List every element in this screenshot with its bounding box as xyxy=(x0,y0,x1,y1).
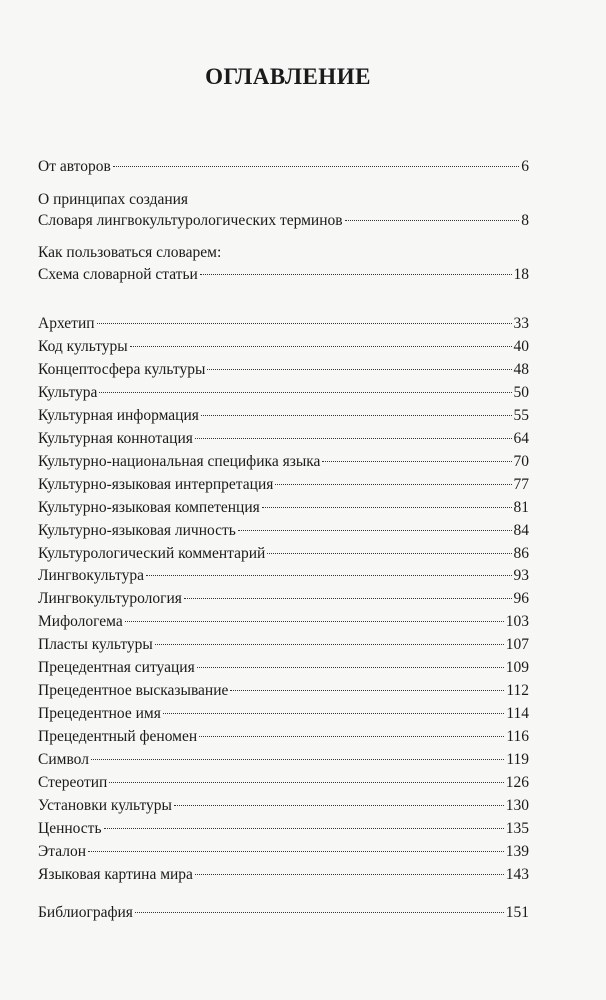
toc-entry[interactable] xyxy=(38,565,529,587)
dot-leader xyxy=(262,506,512,508)
toc-entry-label: Концептосфера культуры xyxy=(38,360,206,378)
toc-entry[interactable] xyxy=(38,497,529,519)
dot-leader xyxy=(109,781,503,783)
toc-entry-label: Код культуры xyxy=(38,337,128,355)
toc-entry-page: 114 xyxy=(506,705,529,723)
dot-leader xyxy=(199,735,504,737)
toc-entry-page: 81 xyxy=(513,498,529,516)
toc-entry-label: Словаря лингвокультурологических терминов xyxy=(38,212,343,229)
toc-entry-label: Пласты культуры xyxy=(38,636,153,654)
dot-leader xyxy=(104,827,504,829)
dot-leader xyxy=(322,460,511,462)
toc-entry-label: Стереотип xyxy=(38,774,108,791)
toc-entry-label-line1: Как пользоваться словарем: xyxy=(38,244,222,261)
toc-entry-page: 77 xyxy=(513,475,529,493)
toc-entry-page: 112 xyxy=(506,682,529,700)
toc-entry[interactable] xyxy=(38,543,529,565)
dot-leader xyxy=(345,219,520,221)
toc-entry-label: Лингвокультурология xyxy=(38,590,182,608)
toc-entry-label: Прецедентная ситуация xyxy=(38,659,195,677)
toc-entry[interactable] xyxy=(38,634,529,656)
toc-entry-label: Культурологический комментарий xyxy=(38,544,266,562)
toc-entry[interactable] xyxy=(38,474,529,496)
toc-entry-label: Архетип xyxy=(38,315,95,332)
dot-leader xyxy=(163,712,504,714)
toc-entry-page: 18 xyxy=(513,266,529,283)
toc-entry-page: 64 xyxy=(513,429,529,447)
toc-entry[interactable] xyxy=(38,795,529,817)
toc-entry-label: Библиография xyxy=(38,904,133,921)
toc-entry-page: 84 xyxy=(513,521,529,539)
dot-leader xyxy=(201,414,512,416)
dot-leader xyxy=(195,873,504,875)
toc-entry-page: 130 xyxy=(505,796,529,814)
toc-entry-label: Схема словарной статьи xyxy=(38,266,198,283)
toc-entry[interactable] xyxy=(38,657,529,679)
dot-leader xyxy=(146,574,512,576)
toc-entry[interactable] xyxy=(38,749,529,771)
toc-entry[interactable] xyxy=(38,841,529,863)
toc-entry[interactable] xyxy=(38,264,529,286)
toc-entry-label: Ценность xyxy=(38,819,102,837)
dot-leader xyxy=(184,597,512,599)
toc-entry[interactable] xyxy=(38,772,529,794)
dot-leader xyxy=(195,437,512,439)
toc-entry[interactable] xyxy=(38,902,529,924)
toc-entry-label-line1: О принципах создания xyxy=(38,191,189,208)
dot-leader xyxy=(113,165,519,167)
toc-entry[interactable] xyxy=(38,818,529,840)
toc-entry-label: Прецедентное имя xyxy=(38,705,161,723)
dot-leader xyxy=(97,322,512,324)
dot-leader xyxy=(238,529,512,531)
toc-entry-label: Культурно-языковая интерпретация xyxy=(38,475,274,493)
toc-entry[interactable] xyxy=(38,611,529,633)
toc-entry[interactable] xyxy=(38,680,529,702)
toc-entry-label: Языковая картина мира xyxy=(38,865,193,883)
toc-entry[interactable] xyxy=(38,864,529,886)
toc-entry-label: Прецедентный феномен xyxy=(38,728,198,746)
toc-entry-page: 116 xyxy=(506,728,529,746)
toc-entry[interactable] xyxy=(38,726,529,748)
dot-leader xyxy=(155,643,504,645)
toc-entry-page: 6 xyxy=(521,158,529,175)
toc-entry-label: Эталон xyxy=(38,842,86,860)
toc-entry-page: 48 xyxy=(513,360,529,378)
dot-leader xyxy=(207,368,511,370)
toc-entry-page: 151 xyxy=(505,904,529,921)
dot-leader xyxy=(99,391,511,393)
toc-entry[interactable] xyxy=(38,405,529,427)
toc-entry-label: Культурно-национальная специфика языка xyxy=(38,452,321,470)
page-title: ОГЛАВЛЕНИЕ xyxy=(205,64,371,89)
toc-entry-page: 55 xyxy=(513,406,529,424)
toc-entry[interactable] xyxy=(38,210,529,232)
toc-entry-page: 86 xyxy=(513,544,529,562)
toc-entry-label: От авторов xyxy=(38,158,111,175)
toc-entry[interactable] xyxy=(38,428,529,450)
dot-leader xyxy=(197,666,504,668)
toc-entry[interactable] xyxy=(38,336,529,358)
dot-leader xyxy=(230,689,504,691)
dot-leader xyxy=(91,758,504,760)
toc-entry[interactable] xyxy=(38,588,529,610)
toc-entry-label: Лингвокультура xyxy=(38,567,144,585)
toc-entry-page: 93 xyxy=(513,567,529,585)
toc-entry-page: 107 xyxy=(505,636,529,654)
toc-entry-label: Прецедентное высказывание xyxy=(38,682,229,700)
toc-entry-label: Культурно-языковая компетенция xyxy=(38,498,260,516)
dot-leader xyxy=(125,620,504,622)
toc-entry[interactable] xyxy=(38,520,529,542)
toc-entry-page: 135 xyxy=(505,819,529,837)
toc-entry-page: 33 xyxy=(513,315,529,332)
toc-entry-label: Мифологема xyxy=(38,613,123,631)
toc-entry-label: Установки культуры xyxy=(38,796,172,814)
toc-entry-label: Культурно-языковая личность xyxy=(38,521,236,539)
toc-entry-page: 50 xyxy=(513,383,529,401)
dot-leader xyxy=(200,273,512,275)
dot-leader xyxy=(275,483,511,485)
dot-leader xyxy=(135,911,504,913)
toc-entry[interactable] xyxy=(38,313,529,335)
toc-entry[interactable] xyxy=(38,359,529,381)
toc-entry[interactable] xyxy=(38,703,529,725)
toc-entry-page: 103 xyxy=(505,613,529,631)
toc-entry-label: Культура xyxy=(38,383,98,401)
toc-entry[interactable] xyxy=(38,156,529,178)
toc-entry-page: 40 xyxy=(513,337,529,355)
toc-entry-page: 119 xyxy=(506,751,529,769)
toc-entry-label: Культурная коннотация xyxy=(38,429,193,447)
dot-leader xyxy=(174,804,504,806)
toc-entry[interactable] xyxy=(38,451,529,473)
dot-leader xyxy=(267,552,511,554)
toc-entry-label: Культурная информация xyxy=(38,406,199,424)
toc-entry-page: 139 xyxy=(505,842,529,860)
toc-entry-page: 70 xyxy=(513,452,529,470)
dot-leader xyxy=(130,345,512,347)
toc-entry-page: 143 xyxy=(505,865,529,883)
dot-leader xyxy=(88,850,504,852)
toc-entry-page: 8 xyxy=(521,212,529,229)
toc-entry-page: 126 xyxy=(505,774,529,791)
toc-entry[interactable] xyxy=(38,382,529,404)
toc-entry-label: Символ xyxy=(38,751,89,769)
toc-entry-page: 109 xyxy=(505,659,529,677)
toc-entry-page: 96 xyxy=(513,590,529,608)
